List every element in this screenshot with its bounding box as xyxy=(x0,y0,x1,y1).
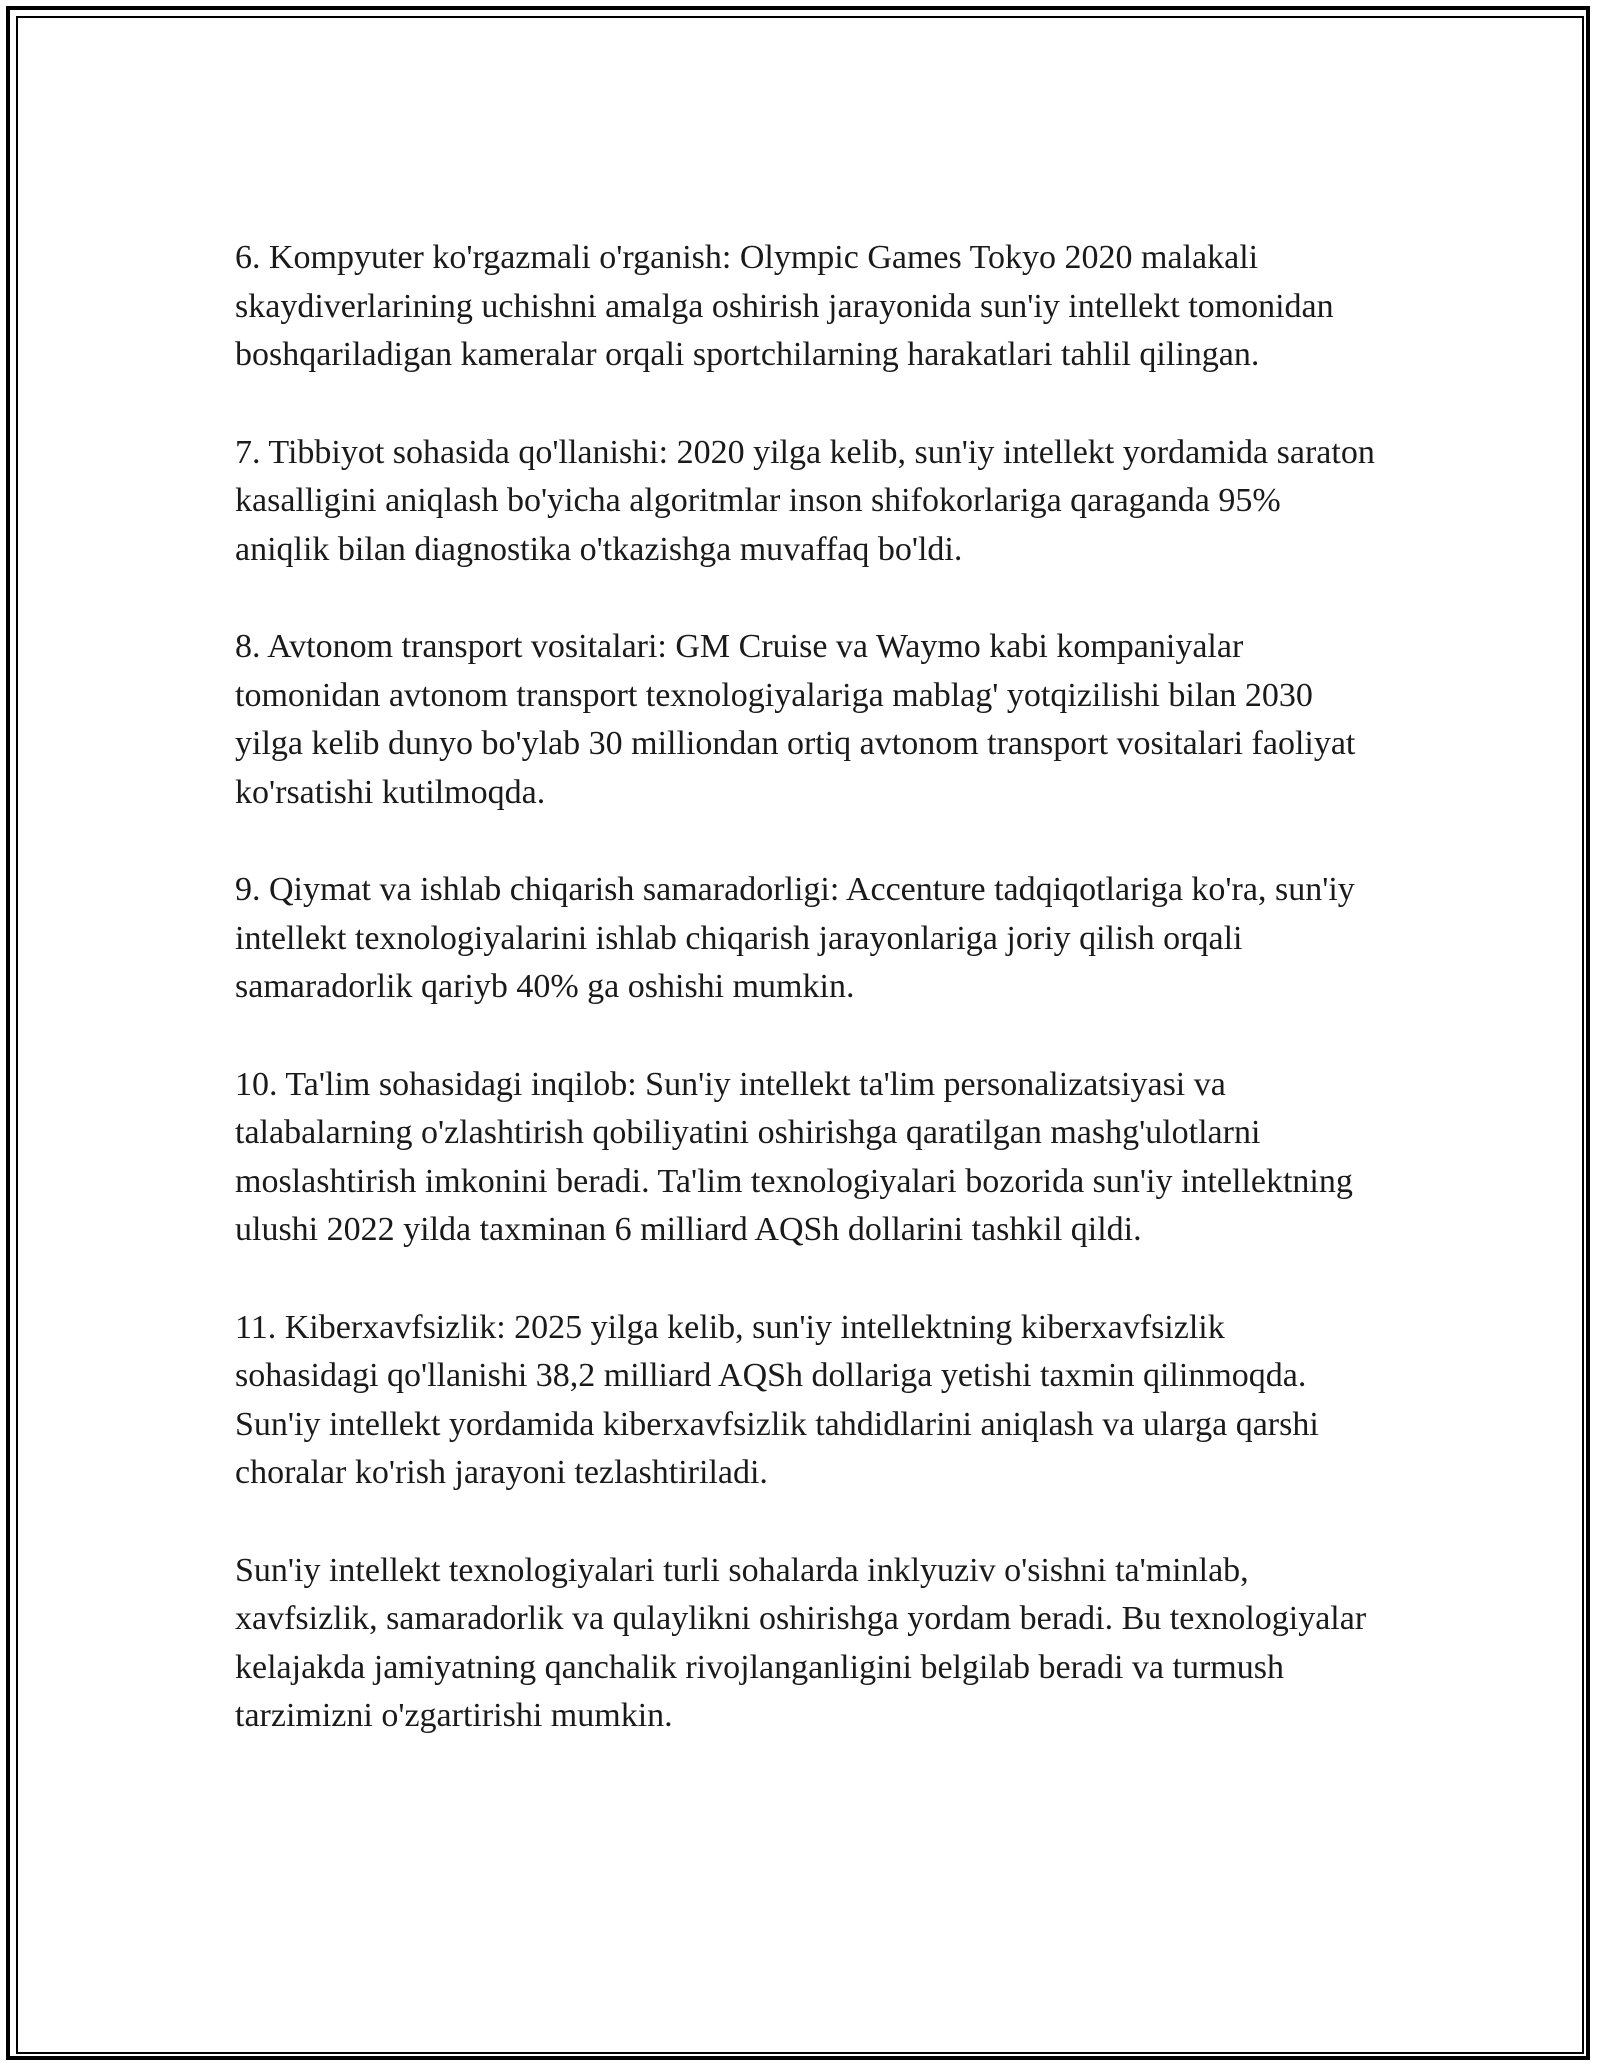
document-body xyxy=(235,234,1375,1741)
paragraph-item-10: 10. Ta'lim sohasidagi inqilob: Sun'iy intellekt ta'lim personalizatsiyasi va talabalarning o'zlashtirish qobiliyatini oshirishga qaratilgan mashg'ulotlarni moslashtirish imkonini beradi. Ta'lim texnologiyalari bozorida sun'iy intellektning ulushi 2022 yilda taxminan 6 milliard AQSh dollarini tashkil qildi. xyxy=(235,1065,1353,1248)
conclusion-paragraph: Sun'iy intellekt texnologiyalari turli sohalarda inklyuziv o'sishni ta'minlab, xavfsizlik, samaradorlik va qulaylikni oshirishga yordam beradi. Bu texnologiyalar kelajakda jamiyatning qanchalik rivojlanganligini belgilab beradi va turmush tarzimizni o'zgartirishi mumkin. xyxy=(235,1551,1367,1734)
paragraph-item-6: 6. Kompyuter ko'rgazmali o'rganish: Olympic Games Tokyo 2020 malakali skaydiverlarining uchishni amalga oshirish jarayonida sun'iy intellekt tomonidan boshqariladigan kameralar orqali sportchilarning harakatlari tahlil qilingan. xyxy=(235,239,1334,373)
paragraph-item-11: 11. Kiberxavfsizlik: 2025 yilga kelib, sun'iy intellektning kiberxavfsizlik sohasidagi qo'llanishi 38,2 milliard AQSh dollariga yetishi taxmin qilinmoqda. Sun'iy intellekt yordamida kiberxavfsizlik tahdidlarini aniqlash va ularga qarshi choralar ko'rish jarayoni tezlashtiriladi. xyxy=(235,1308,1319,1491)
paragraph-item-8: 8. Avtonom transport vositalari: GM Cruise va Waymo kabi kompaniyalar tomonidan avtonom transport texnologiyalariga mablag' yotqizilishi bilan 2030 yilga kelib dunyo bo'ylab 30 milliondan ortiq avtonom transport vositalari faoliyat ko'rsatishi kutilmoqda. xyxy=(235,628,1356,811)
paragraph-item-7: 7. Tibbiyot sohasida qo'llanishi: 2020 yilga kelib, sun'iy intellekt yordamida saraton kasalligini aniqlash bo'yicha algoritmlar inson shifokorlariga qaraganda 95% aniqlik bilan diagnostika o'tkazishga muvaffaq bo'ldi. xyxy=(235,433,1375,568)
paragraph-item-9: 9. Qiymat va ishlab chiqarish samaradorligi: Accenture tadqiqotlariga ko'ra, sun'iy intellekt texnologiyalarini ishlab chiqarish jarayonlariga joriy qilish orqali samaradorlik qariyb 40% ga oshishi mumkin. xyxy=(235,871,1355,1005)
